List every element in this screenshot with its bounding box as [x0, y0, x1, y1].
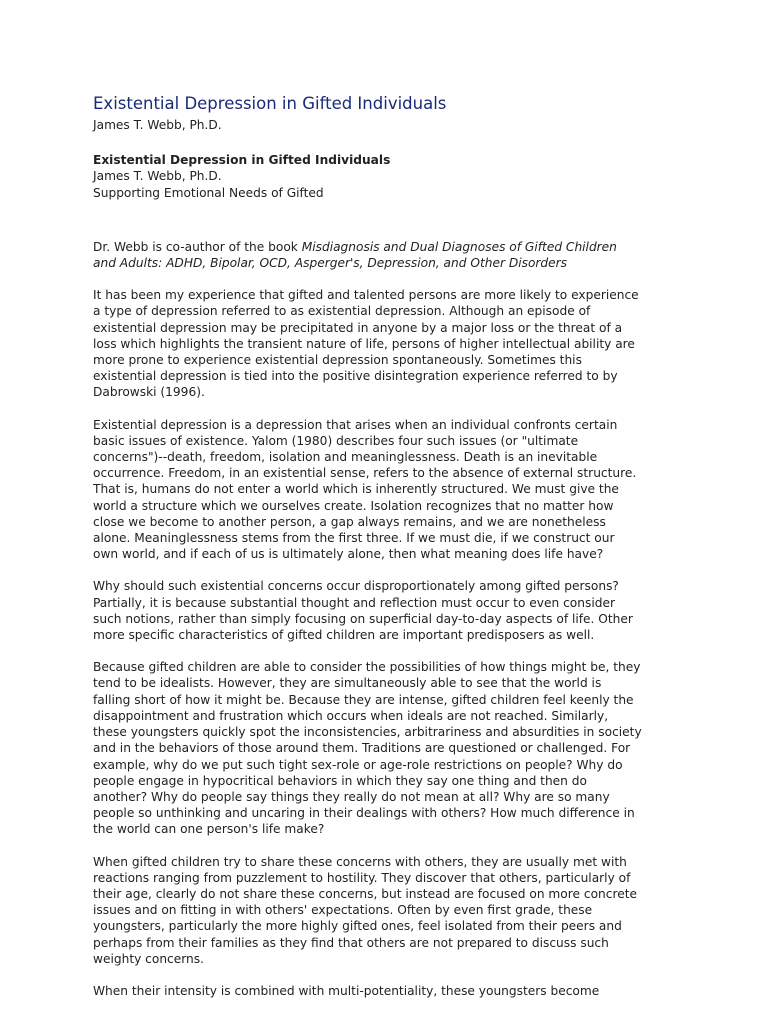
body-paragraph [93, 578, 683, 643]
paragraph-line: Dabrowski (1996). [93, 385, 205, 400]
body-paragraph [93, 287, 683, 400]
paragraph-line: Why should such existential concerns occur disproportionately among gifted persons? [93, 579, 619, 594]
paragraph-line: and in the behaviors of those around them. Traditions are questioned or challenged. For [93, 741, 631, 756]
intro-paragraph [93, 239, 683, 271]
paragraph-line: people engage in hypocritical behaviors in which they say one thing and then do [93, 773, 587, 788]
body-paragraph [93, 659, 683, 837]
paragraph-line: When their intensity is combined with multi-potentiality, these youngsters become [93, 983, 600, 998]
body-paragraph [93, 854, 683, 967]
paragraph-line: When gifted children try to share these concerns with others, they are usually met with [93, 854, 627, 869]
paragraph-line: It has been my experience that gifted and talented persons are more likely to experience [93, 288, 639, 303]
paragraph-line: example, why do we put such tight sex-role or age-role restrictions on people? Why do [93, 757, 623, 772]
section-author: James T. Webb, Ph.D. [93, 169, 222, 184]
paragraph-line: existential depression is tied into the positive disintegration experience referred to by [93, 369, 618, 384]
paragraph-line: Existential depression is a depression that arises when an individual confronts certain [93, 417, 618, 432]
paragraph-line: falling short of how it might be. Because they are intense, gifted children feel keenly the [93, 692, 634, 707]
paragraph-line: That is, humans do not enter a world which is inherently structured. We must give the [93, 482, 619, 497]
paragraph-line: issues and on fitting in with others' expectations. Often by even first grade, these [93, 903, 593, 918]
paragraph-line: concerns")--death, freedom, isolation and meaninglessness. Death is an inevitable [93, 450, 598, 465]
book-title-continued: and Adults: ADHD, Bipolar, OCD, Asperger's, Depression, and Other Disorders [93, 256, 568, 271]
paragraph-line: youngsters, particularly the more highly gifted ones, feel isolated from their peers and [93, 919, 622, 934]
document-page [93, 92, 683, 999]
paragraph-line: world a structure which we ourselves create. Isolation recognizes that no matter how [93, 498, 614, 513]
paragraph-line: these youngsters quickly spot the inconsistencies, arbitrariness and absurdities in society [93, 725, 642, 740]
paragraph-line: loss which highlights the transient nature of life, persons of higher intellectual ability are [93, 336, 635, 351]
paragraph-line: tend to be idealists. However, they are simultaneously able to see that the world is [93, 676, 602, 691]
paragraph-line: Because gifted children are able to consider the possibilities of how things might be, they [93, 660, 641, 675]
paragraph-line: weighty concerns. [93, 951, 205, 966]
paragraph-line: alone. Meaninglessness stems from the first three. If we must die, if we construct our [93, 531, 615, 546]
paragraph-line: basic issues of existence. Yalom (1980) describes four such issues (or "ultimate [93, 433, 579, 448]
book-title: Misdiagnosis and Dual Diagnoses of Gifted Children [301, 239, 617, 254]
paragraph-line: another? Why do people say things they really do not mean at all? Why are so many [93, 789, 610, 804]
page-author: James T. Webb, Ph.D. [93, 118, 222, 132]
paragraph-line: Partially, it is because substantial thought and reflection must occur to even consider [93, 595, 615, 610]
intro-prefix: Dr. Webb is co-author of the book [93, 239, 302, 254]
paragraph-line: such notions, rather than simply focusing on superficial day-to-day aspects of life. Other [93, 611, 633, 626]
paragraph-line: perhaps from their families as they find that others are not prepared to discuss such [93, 935, 609, 950]
paragraph-line: people so unthinking and uncaring in their dealings with others? How much difference in [93, 806, 635, 821]
page-title: Existential Depression in Gifted Individuals [93, 94, 447, 113]
body-paragraph [93, 983, 683, 999]
section-title: Existential Depression in Gifted Individuals [93, 153, 391, 168]
paragraph-line: close we become to another person, a gap always remains, and we are nonetheless [93, 514, 606, 529]
paragraph-line: a type of depression referred to as existential depression. Although an episode of [93, 304, 591, 319]
body-text [93, 287, 683, 999]
paragraph-line: reactions ranging from puzzlement to hostility. They discover that others, particularly of [93, 870, 631, 885]
paragraph-line: their age, clearly do not share these concerns, but instead are focused on more concrete [93, 886, 637, 901]
paragraph-line: existential depression may be precipitated in anyone by a major loss or the threat of a [93, 320, 623, 335]
intro-line [93, 255, 683, 271]
section-subtitle: Supporting Emotional Needs of Gifted [93, 185, 324, 200]
paragraph-line: occurrence. Freedom, in an existential sense, refers to the absence of external structure. [93, 466, 637, 481]
paragraph-line: own world, and if each of us is ultimately alone, then what meaning does life have? [93, 547, 604, 562]
intro-line [93, 239, 683, 255]
paragraph-line: the world can one person's life make? [93, 822, 325, 837]
paragraph-line: disappointment and frustration which occurs when ideals are not reached. Similarly, [93, 708, 609, 723]
body-paragraph [93, 417, 683, 563]
paragraph-line: more specific characteristics of gifted children are important predisposers as well. [93, 628, 595, 643]
paragraph-line: more prone to experience existential depression spontaneously. Sometimes this [93, 353, 582, 368]
